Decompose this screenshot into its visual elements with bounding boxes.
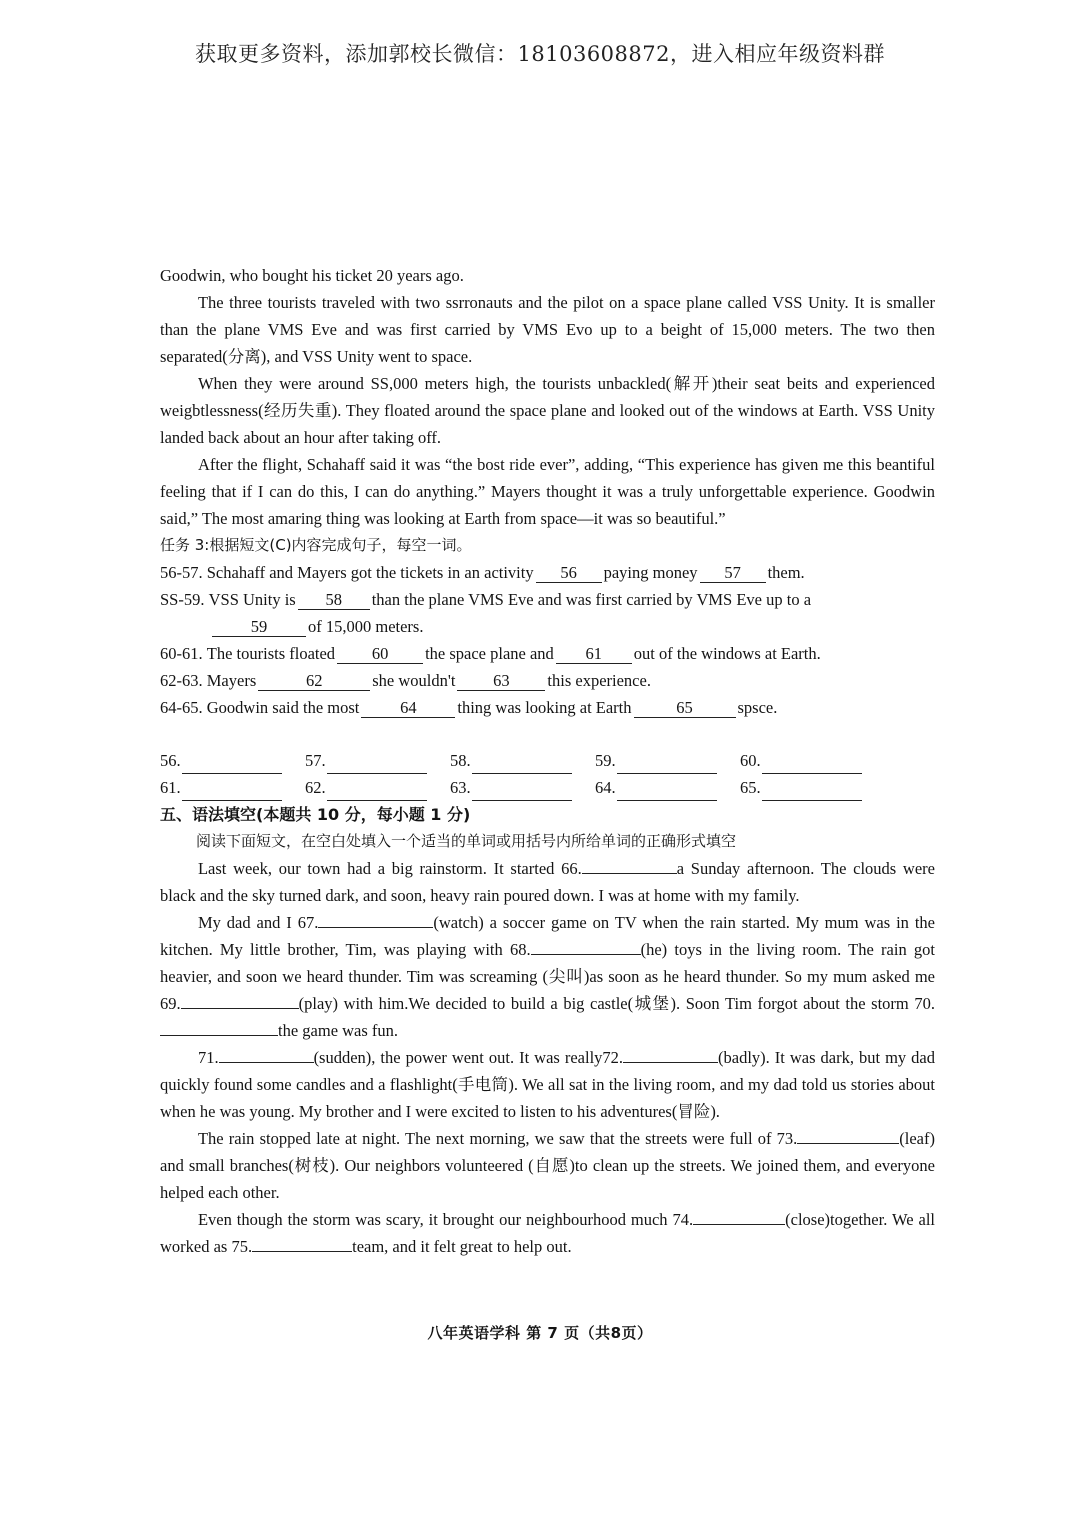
question-58-59-cont: 59 of 15,000 meters. — [160, 613, 935, 640]
task-3-title: 任务 3:根据短文(C)内容完成句子，每空一词。 — [160, 536, 472, 554]
blank-57[interactable]: 57 — [700, 564, 766, 583]
blank-72[interactable] — [623, 1044, 718, 1063]
grammar-paragraph-4: The rain stopped late at night. The next morning, we saw that the streets were full of 73. (leaf) and small branches(树枝). Our neighbors volunteered (自愿)to clean up the streets. We joined them, and everyone helped each other. — [160, 1125, 935, 1206]
passage-paragraph-1: Goodwin, who bought his ticket 20 years ago. — [160, 266, 464, 285]
answer-sheet — [160, 747, 935, 801]
answer-slot[interactable]: 60. — [740, 747, 885, 774]
blank-70[interactable] — [160, 1017, 278, 1036]
passage-paragraph-3: When they were around SS,000 meters high, the tourists unbackled(解开)their seat beits and experienced weigbtlessness(经历失重). They floated around the space plane and looked out of the windows at Earth. VSS Unity landed back about an hour after taking off. — [160, 374, 935, 447]
blank-56[interactable]: 56 — [536, 564, 602, 583]
blank-60[interactable]: 60 — [337, 645, 423, 664]
answer-row-1 — [160, 747, 935, 774]
question-64-65: 64-65. Goodwin said the most 64 thing was looking at Earth 65 spsce. — [160, 698, 778, 717]
section-5-instruction: 阅读下面短文，在空白处填入一个适当的单词或用括号内所给单词的正确形式填空 — [196, 832, 737, 850]
answer-slot[interactable]: 64. — [595, 774, 740, 801]
question-60-61: 60-61. The tourists floated 60 the space plane and 61 out of the windows at Earth. — [160, 644, 821, 663]
blank-59[interactable]: 59 — [212, 618, 306, 637]
section-5-title: 五、语法填空(本题共 10 分，每小题 1 分) — [160, 805, 471, 824]
blank-73[interactable] — [797, 1125, 899, 1144]
exam-page-body — [160, 262, 935, 1260]
blank-66[interactable] — [582, 855, 677, 874]
answer-row-2 — [160, 774, 935, 801]
blank-65[interactable]: 65 — [634, 699, 736, 718]
blank-74[interactable] — [693, 1206, 785, 1225]
grammar-paragraph-5: Even though the storm was scary, it brought our neighbourhood much 74. (close)together. We all worked as 75. team, and it felt great to help out. — [160, 1206, 935, 1260]
answer-slot[interactable]: 59. — [595, 747, 740, 774]
answer-slot[interactable]: 63. — [450, 774, 595, 801]
blank-75[interactable] — [252, 1233, 352, 1252]
page-footer: 八年英语学科 第 7 页（共8页） — [427, 1324, 653, 1342]
grammar-paragraph-2: My dad and I 67. (watch) a soccer game on TV when the rain started. My mum was in the kitchen. My little brother, Tim, was playing with 68. (he) toys in the living room. The rain got heavier, and soon we heard thunder. Tim was screaming (尖叫)as soon as he heard thunder. So my mum asked me 69. (play) with him.We decided to build a big castle(城堡). Soon Tim forgot about the storm 70.the game was fun. — [160, 909, 935, 1044]
answer-slot[interactable]: 56. — [160, 747, 305, 774]
passage-paragraph-4: After the flight, Schahaff said it was “the bost ride ever”, adding, “This experience has given me this beantiful feeling that if I can do this, I can do anything.” Mayers thought it was a truly unforgettable experience. Goodwin said,” The most amaring thing was looking at Earth from space—it was so beautiful.” — [160, 455, 935, 528]
blank-61[interactable]: 61 — [556, 645, 632, 664]
blank-58[interactable]: 58 — [298, 591, 370, 610]
grammar-paragraph-3: 71. (sudden), the power went out. It was really72. (badly). It was dark, but my dad quickly found some candles and a flashlight(手电筒). We all sat in the living room, and my dad told us stories about when he was young. My brother and I were excited to listen to his adventures(冒险). — [160, 1044, 935, 1125]
question-58-59: SS-59. VSS Unity is 58 than the plane VMS Eve and was first carried by VMS Eve up to a — [160, 590, 812, 609]
blank-68[interactable] — [531, 936, 641, 955]
blank-62[interactable]: 62 — [258, 672, 370, 691]
answer-slot[interactable]: 58. — [450, 747, 595, 774]
blank-63[interactable]: 63 — [457, 672, 545, 691]
blank-64[interactable]: 64 — [361, 699, 455, 718]
passage-paragraph-2: The three tourists traveled with two ssrronauts and the pilot on a space plane called VSS Unity. It is smaller than the plane VMS Eve and was first carried by VMS Evo up to a beight of 15,000 meters. The two then separated(分离), and VSS Unity went to space. — [160, 293, 935, 366]
answer-slot[interactable]: 62. — [305, 774, 450, 801]
question-62-63: 62-63. Mayers 62 she wouldn't 63 this experience. — [160, 671, 651, 690]
blank-69[interactable] — [181, 990, 299, 1009]
promo-header: 获取更多资料，添加郭校长微信：18103608872，进入相应年级资料群 — [195, 42, 885, 66]
blank-67[interactable] — [318, 909, 433, 928]
blank-71[interactable] — [219, 1044, 314, 1063]
answer-slot[interactable]: 57. — [305, 747, 450, 774]
grammar-paragraph-1: Last week, our town had a big rainstorm. It started 66. a Sunday afternoon. The clouds were black and the sky turned dark, and soon, heavy rain poured down. I was at home with my family. — [160, 855, 935, 909]
answer-slot[interactable]: 65. — [740, 774, 885, 801]
question-56-57: 56-57. Schahaff and Mayers got the tickets in an activity 56 paying money 57 them. — [160, 563, 805, 582]
answer-slot[interactable]: 61. — [160, 774, 305, 801]
